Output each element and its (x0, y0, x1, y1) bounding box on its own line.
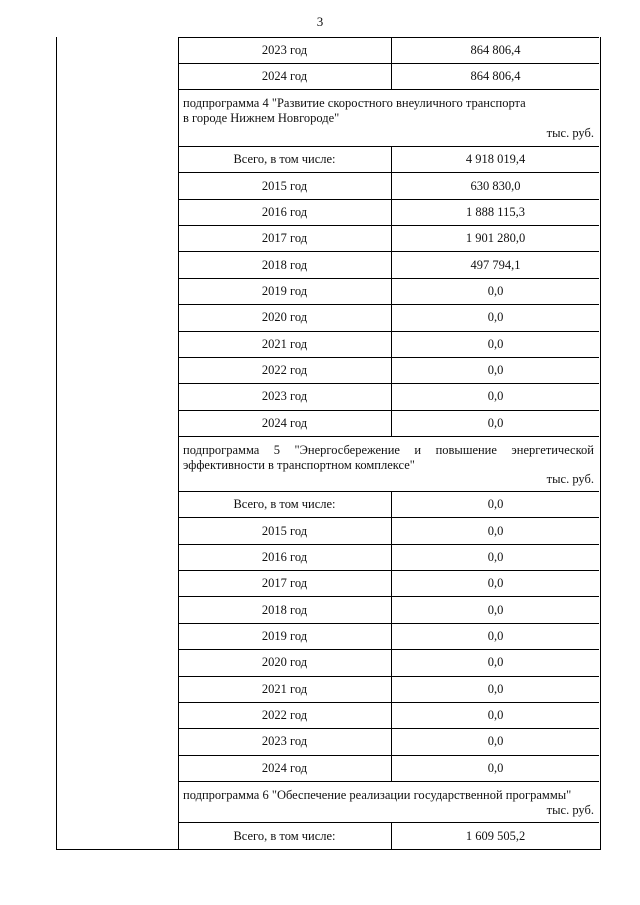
year-cell: 2024 год (261, 415, 308, 430)
value-cell: 864 806,4 (391, 38, 599, 63)
year-cell: 2020 год (261, 310, 308, 325)
year-cell: Всего, в том числе: (233, 828, 336, 843)
year-cell: Всего, в том числе: (233, 497, 336, 512)
table-row (178, 63, 599, 89)
year-cell: 2021 год (261, 681, 308, 696)
value-cell: 0,0 (391, 545, 599, 570)
table-row (178, 410, 599, 436)
year-cell: 2018 год (261, 602, 308, 617)
table-row (178, 146, 599, 172)
year-cell: 2019 год (261, 628, 308, 643)
value-cell: 0,0 (391, 624, 599, 649)
table-row (178, 596, 599, 622)
value-cell: 0,0 (391, 756, 599, 781)
value-cell: 0,0 (391, 358, 599, 383)
year-cell: 2015 год (261, 523, 308, 538)
table-row (178, 251, 599, 277)
unit-label: тыс. руб. (546, 803, 594, 817)
unit-label: тыс. руб. (546, 472, 594, 486)
table-row (178, 822, 599, 849)
table-row (178, 623, 599, 649)
subprogram-4-header (178, 89, 599, 146)
subprogram-6-title: подпрограмма 6 "Обеспечение реализации государственной программы" (183, 788, 572, 802)
year-cell: 2016 год (261, 204, 308, 219)
year-cell: 2020 год (261, 655, 308, 670)
value-cell: 0,0 (391, 650, 599, 675)
value-cell: 0,0 (391, 411, 599, 436)
table-row (178, 225, 599, 251)
subprogram-5-title: подпрограмма 5 "Энергосбережение и повышение энергетической эффективности в транспортном комплексе" (183, 443, 594, 472)
table-row (178, 570, 599, 596)
table-row (178, 37, 599, 63)
value-cell: 0,0 (391, 305, 599, 330)
year-cell: 2021 год (261, 336, 308, 351)
year-cell: 2017 год (261, 576, 308, 591)
value-cell: 1 888 115,3 (391, 200, 599, 225)
value-cell: 497 794,1 (391, 252, 599, 277)
table-row (178, 357, 599, 383)
value-cell: 0,0 (391, 677, 599, 702)
table-row (178, 491, 599, 517)
value-cell: 1 901 280,0 (391, 226, 599, 251)
value-cell: 0,0 (391, 279, 599, 304)
year-cell: 2015 год (261, 178, 308, 193)
year-cell: 2016 год (261, 549, 308, 564)
value-cell: 0,0 (391, 332, 599, 357)
year-cell: 2024 год (261, 760, 308, 775)
year-cell: 2022 год (261, 363, 308, 378)
year-cell: 2023 год (261, 734, 308, 749)
page-number: 3 (316, 14, 324, 29)
table-row (178, 304, 599, 330)
year-cell: 2023 год (261, 43, 308, 57)
year-cell: 2023 год (261, 389, 308, 404)
value-cell: 0,0 (391, 384, 599, 409)
value-cell: 1 609 505,2 (391, 823, 599, 849)
year-cell: 2018 год (261, 257, 308, 272)
table-row (178, 728, 599, 754)
year-cell: 2024 год (261, 69, 308, 83)
subprogram-4-title: подпрограмма 4 "Развитие скоростного внеуличного транспорта в городе Нижнем Новгороде" (183, 96, 526, 125)
table-row (178, 649, 599, 675)
table-row (178, 383, 599, 409)
table-row (178, 676, 599, 702)
table-row (178, 331, 599, 357)
subprogram-6-header (178, 781, 599, 822)
value-cell: 630 830,0 (391, 173, 599, 198)
subprogram-5-header (178, 436, 599, 491)
year-cell: 2019 год (261, 283, 308, 298)
value-cell: 0,0 (391, 571, 599, 596)
value-cell: 0,0 (391, 492, 599, 517)
year-cell: 2022 год (261, 708, 308, 723)
value-cell: 4 918 019,4 (391, 147, 599, 172)
table-row (178, 199, 599, 225)
table-row (178, 544, 599, 570)
table-row (178, 517, 599, 543)
value-cell: 0,0 (391, 597, 599, 622)
value-cell: 0,0 (391, 703, 599, 728)
value-cell: 864 806,4 (391, 64, 599, 89)
table-row (178, 702, 599, 728)
year-cell: Всего, в том числе: (233, 152, 336, 167)
value-cell: 0,0 (391, 729, 599, 754)
unit-label: тыс. руб. (546, 126, 594, 140)
table-row (178, 278, 599, 304)
year-cell: 2017 год (261, 231, 308, 246)
value-cell: 0,0 (391, 518, 599, 543)
table-row (178, 755, 599, 781)
table-row (178, 172, 599, 198)
